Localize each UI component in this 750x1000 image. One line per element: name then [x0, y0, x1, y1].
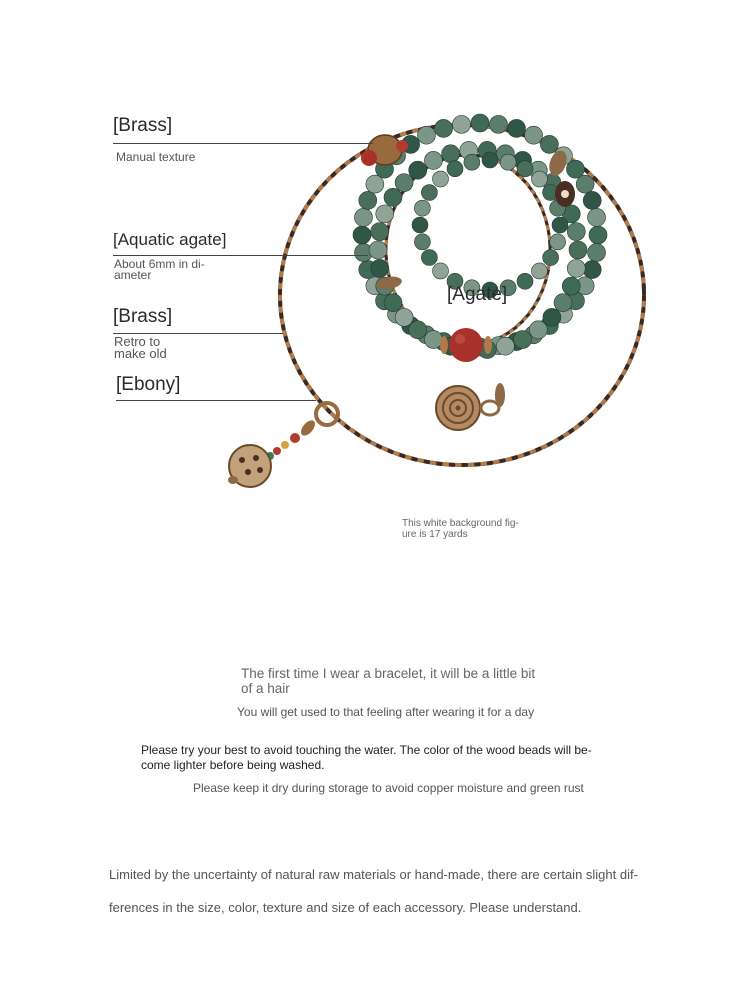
moss-agate-bead: [583, 191, 601, 209]
moss-agate-bead: [540, 135, 558, 153]
moss-agate-bead: [482, 152, 498, 168]
moss-agate-bead: [384, 294, 402, 312]
moss-agate-bead: [531, 263, 547, 279]
moss-agate-bead: [569, 241, 587, 259]
moss-agate-bead: [369, 241, 387, 259]
moss-agate-bead: [529, 321, 547, 339]
moss-agate-bead: [435, 119, 453, 137]
moss-agate-bead: [353, 226, 371, 244]
moss-agate-bead: [517, 161, 533, 177]
note-avoid-water: Please try your best to avoid touching the water. The color of the wood beads will be-come lighter before being washed.: [141, 743, 592, 772]
ebony-label: [Ebony]: [116, 374, 181, 395]
moss-agate-bead: [412, 217, 428, 233]
moss-agate-bead: [589, 226, 607, 244]
moss-agate-bead: [567, 259, 585, 277]
aquatic-agate-description-line2: ameter: [114, 268, 152, 282]
disclaimer-line2: ferences in the size, color, texture and size of each accessory. Please understand.: [109, 900, 582, 915]
figure-caption-line1: This white background fig-: [402, 518, 519, 529]
leader-line-aquatic-agate: [113, 255, 368, 256]
moss-agate-bead: [421, 185, 437, 201]
moss-agate-bead: [550, 234, 566, 250]
moss-agate-bead: [464, 154, 480, 170]
moss-agate-bead: [567, 223, 585, 241]
moss-agate-bead: [514, 331, 532, 349]
moss-agate-bead: [371, 259, 389, 277]
moss-agate-bead: [414, 234, 430, 250]
moss-agate-bead: [471, 114, 489, 132]
moss-agate-bead: [442, 145, 460, 163]
figure-caption-line2: ure is 17 yards: [402, 529, 468, 540]
brass-description: Manual texture: [116, 150, 196, 164]
moss-agate-bead: [409, 161, 427, 179]
moss-agate-bead: [552, 217, 568, 233]
moss-agate-bead: [576, 175, 594, 193]
moss-agate-bead: [421, 250, 437, 266]
moss-agate-bead: [554, 294, 572, 312]
aquatic-agate-label: [Aquatic agate]: [113, 230, 227, 249]
moss-agate-bead: [588, 208, 606, 226]
red-spacer-bead: [396, 140, 408, 152]
moss-agate-bead: [543, 250, 559, 266]
moss-agate-bead: [453, 115, 471, 133]
moss-agate-bead: [371, 223, 389, 241]
moss-agate-bead: [566, 160, 584, 178]
moss-agate-bead: [359, 191, 377, 209]
note-get-used: You will get used to that feeling after wearing it for a day: [237, 705, 535, 719]
moss-agate-bead: [543, 308, 561, 326]
moss-agate-bead: [562, 277, 580, 295]
moss-agate-bead: [395, 174, 413, 192]
note-wearing-first-time: The first time I wear a bracelet, it will be a little bit of a hair: [241, 666, 536, 696]
leader-line-brass-top: [113, 143, 373, 144]
moss-agate-bead: [447, 161, 463, 177]
red-agate-bead: [449, 328, 483, 362]
moss-agate-bead: [417, 126, 435, 144]
moss-agate-bead: [366, 175, 384, 193]
moss-agate-bead: [588, 244, 606, 262]
moss-agate-bead: [433, 263, 449, 279]
note-keep-dry: Please keep it dry during storage to avoid copper moisture and green rust: [193, 781, 584, 795]
moss-agate-bead: [583, 261, 601, 279]
leader-line-ebony: [116, 400, 316, 401]
moss-agate-bead: [384, 188, 402, 206]
moss-agate-bead: [433, 171, 449, 187]
brass-retro-description-line2: make old: [114, 346, 167, 361]
moss-agate-bead: [376, 205, 394, 223]
moss-agate-bead: [507, 119, 525, 137]
ebony-disc-bead: [642, 283, 646, 295]
moss-agate-bead: [424, 151, 442, 169]
moss-agate-bead: [489, 115, 507, 133]
moss-agate-bead: [409, 321, 427, 339]
agate-label: [Agate]: [447, 284, 508, 305]
brass-spacer-right: [484, 336, 492, 354]
brass-retro-label: [Brass]: [113, 306, 173, 327]
moss-agate-bead: [395, 308, 413, 326]
moss-agate-bead: [496, 337, 514, 355]
moss-agate-bead: [517, 273, 533, 289]
moss-agate-bead: [424, 331, 442, 349]
brass-ring: [481, 401, 499, 415]
moss-agate-bead: [500, 154, 516, 170]
moss-agate-bead: [531, 171, 547, 187]
moss-agate-bead: [525, 126, 543, 144]
brass-retro-description-line1: Retro to: [114, 334, 161, 349]
brass-label: [Brass]: [113, 115, 173, 136]
moss-agate-bead: [354, 208, 372, 226]
brass-spacer-left: [440, 336, 448, 354]
aquatic-agate-description-line1: About 6mm in di-: [114, 257, 205, 271]
disclaimer-line1: Limited by the uncertainty of natural raw materials or hand-made, there are certain slight dif-: [109, 867, 638, 882]
moss-agate-bead: [414, 200, 430, 216]
red-spacer-bead: [361, 150, 377, 166]
